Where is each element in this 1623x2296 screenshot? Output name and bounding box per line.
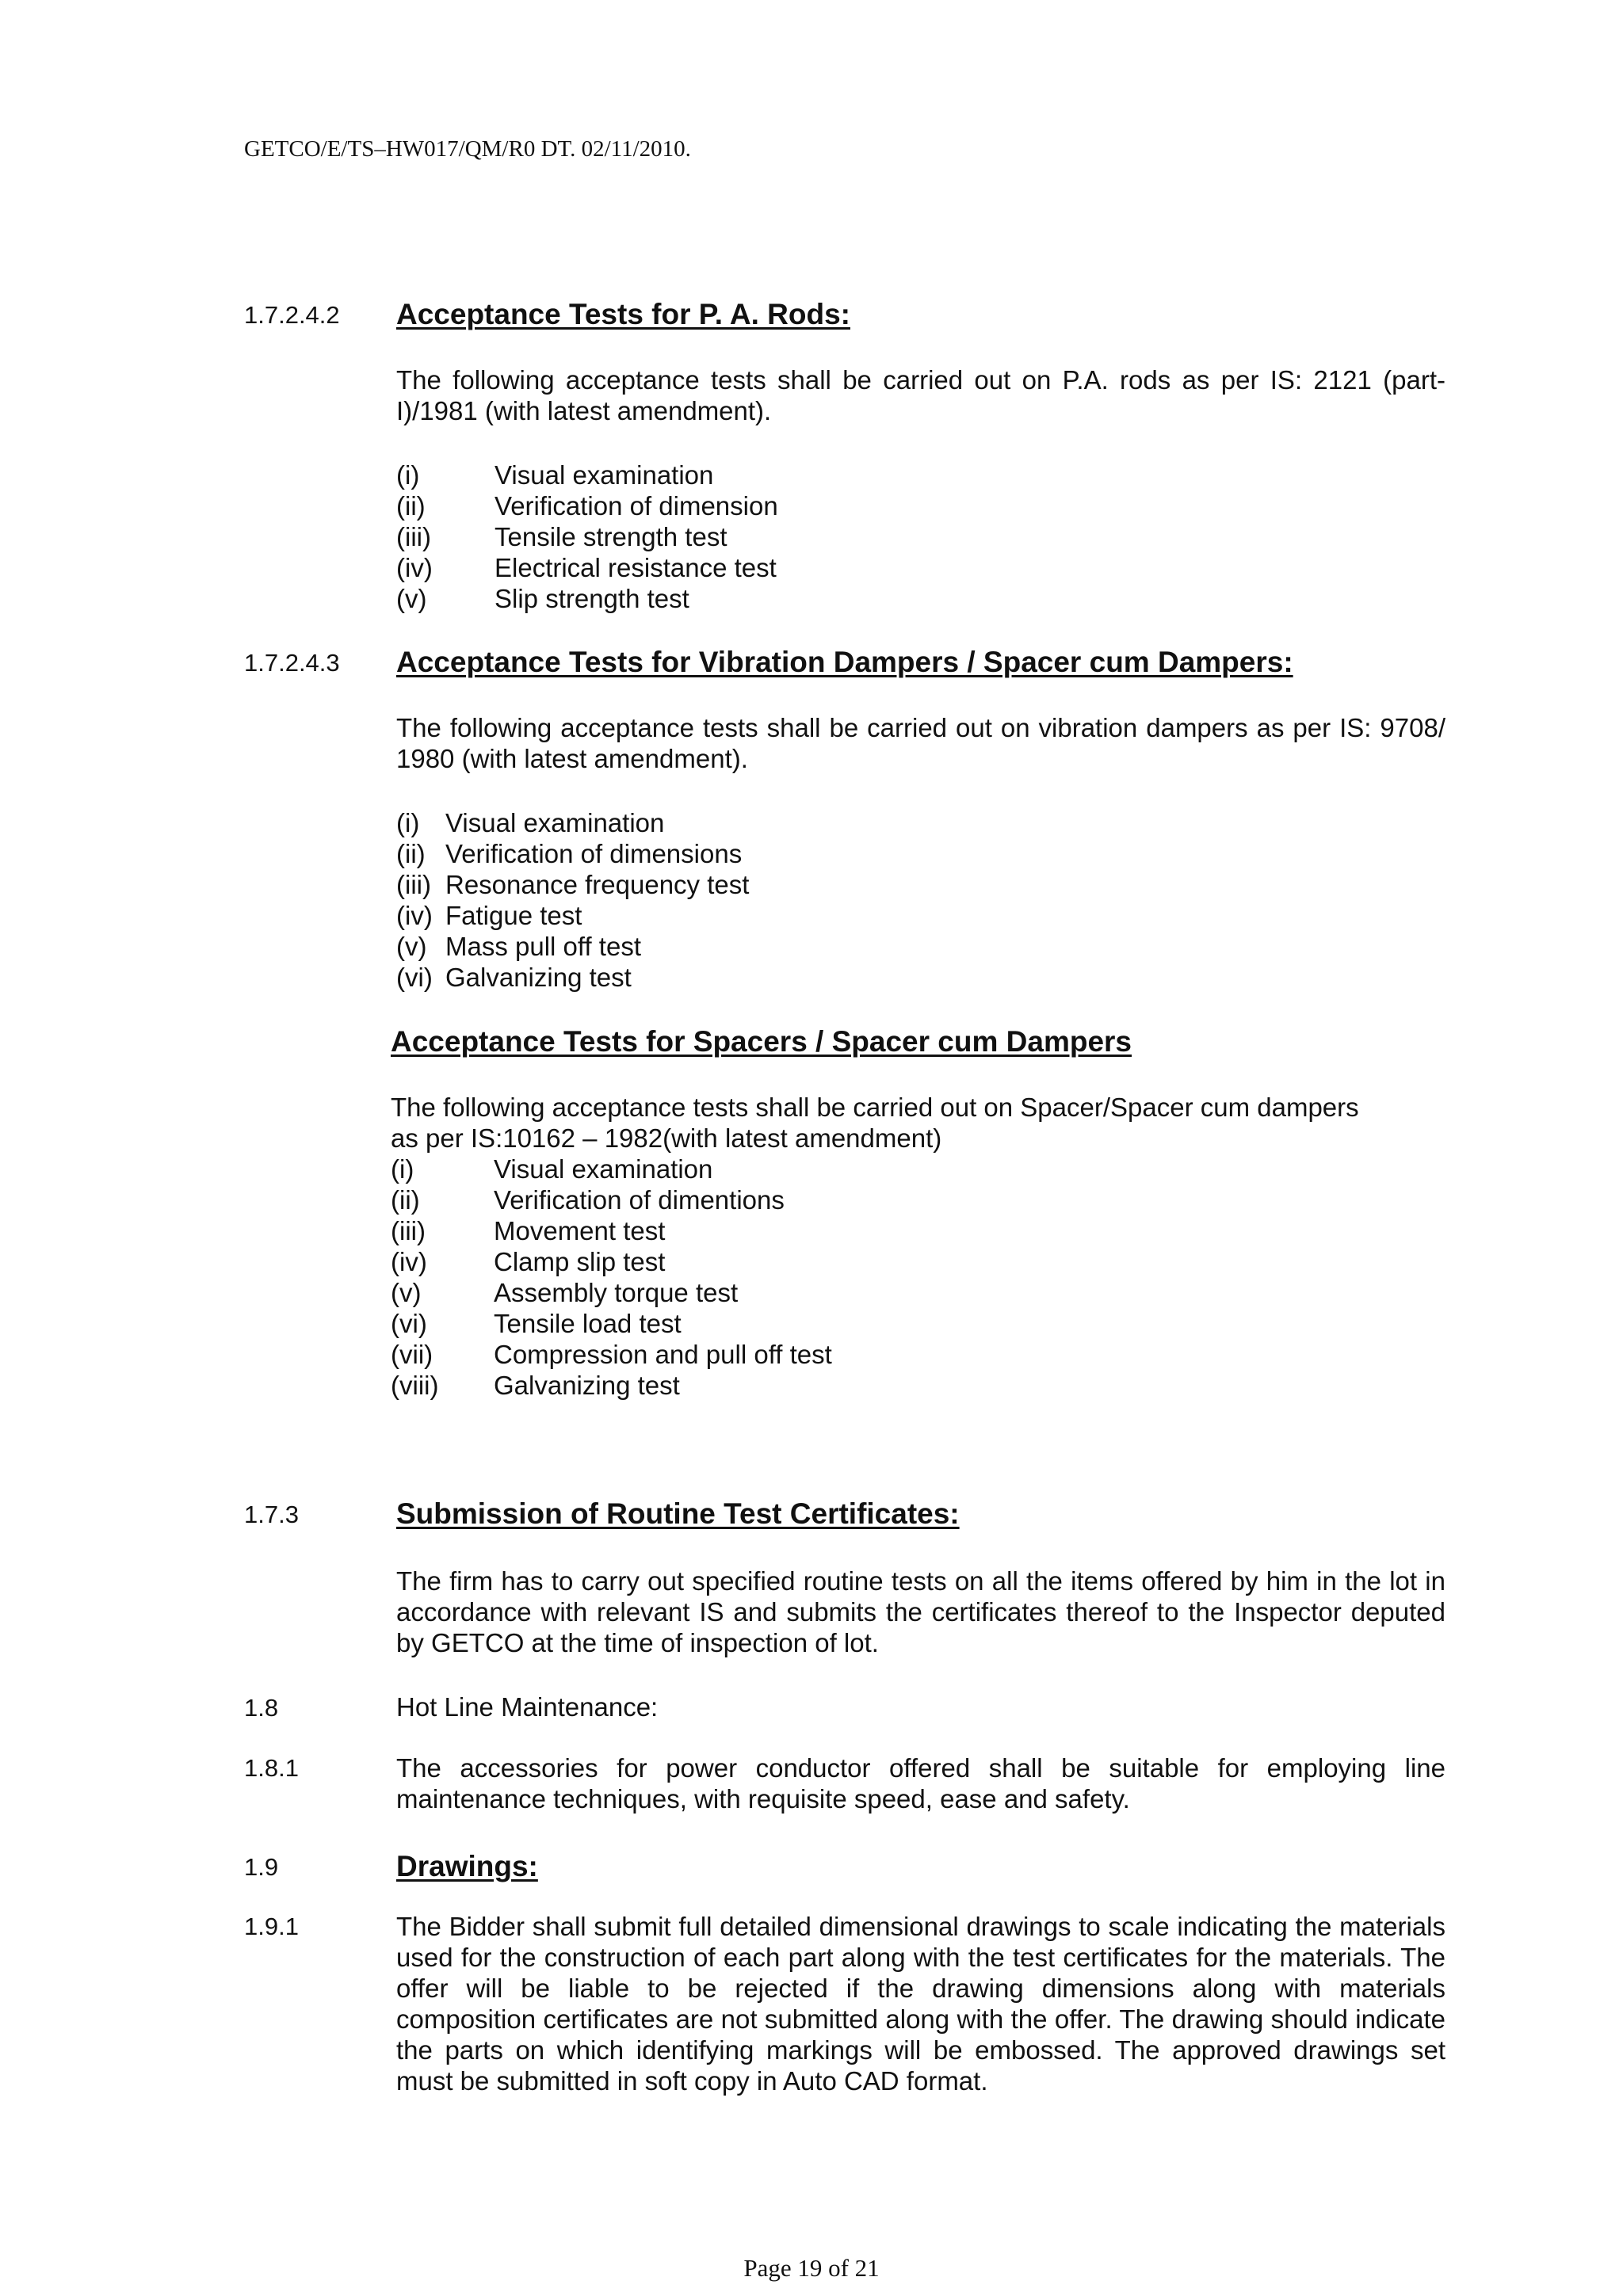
section-heading: Acceptance Tests for Vibration Dampers / Spacer cum Dampers: (396, 646, 1293, 678)
section-number: 1.7.2.4.3 (244, 649, 340, 677)
section-heading: Drawings: (396, 1850, 538, 1882)
section-number: 1.8.1 (244, 1754, 299, 1782)
list-item: (i) Visual examination (396, 460, 714, 490)
list-item: (i) Visual examination (391, 1154, 713, 1184)
section-body: The firm has to carry out specified routine tests on all the items offered by him in the lot in accordance with relevant IS and submits the certificates thereof to the Inspector deputed by GETCO at the time of inspection of lot. (396, 1566, 1445, 1657)
list-item: (vii) Compression and pull off test (391, 1340, 832, 1369)
section-number: 1.9 (244, 1853, 279, 1881)
vibration-damper-test-list (396, 807, 1030, 993)
section-body: The Bidder shall submit full detailed dimensional drawings to scale indicating the materials used for the construction of each part along with the test certificates for the materials. The offer will be liable to be rejected if the drawing dimensions along with materials composition certificates are not submitted along with the offer. The drawing should indicate the parts on which identifying markings will be embossed. The approved drawings set must be submitted in soft copy in Auto CAD format. (396, 1912, 1445, 2096)
list-item: (v) Mass pull off test (396, 932, 642, 961)
section-intro: The following acceptance tests shall be carried out on Spacer/Spacer cum dampers as per IS:10162 – 1982(with latest amendment) (391, 1093, 1359, 1153)
section-number: 1.7.2.4.2 (244, 301, 340, 329)
section-body: The accessories for power conductor offered shall be suitable for employing line maintenance techniques, with requisite speed, ease and safety. (396, 1753, 1445, 1814)
list-item: (viii) Galvanizing test (391, 1371, 680, 1400)
list-item: (iv) Clamp slip test (391, 1247, 666, 1276)
list-item: (vi) Tensile load test (391, 1309, 682, 1338)
list-item: (iii) Resonance frequency test (396, 870, 750, 899)
list-item: (ii) Verification of dimentions (391, 1185, 785, 1215)
list-item: (iii) Tensile strength test (396, 522, 727, 551)
list-item: (ii) Verification of dimension (396, 491, 778, 521)
list-item: (v) Slip strength test (396, 584, 689, 613)
section-number: 1.9.1 (244, 1913, 299, 1940)
list-item: (iii) Movement test (391, 1216, 666, 1245)
list-item: (ii) Verification of dimensions (396, 839, 743, 868)
list-item: (vi) Galvanizing test (396, 963, 632, 992)
list-item: (i) Visual examination (396, 808, 665, 837)
section-title: Hot Line Maintenance: (396, 1692, 659, 1722)
section-heading: Acceptance Tests for P. A. Rods: (396, 298, 850, 330)
page-number-footer: Page 19 of 21 (743, 2254, 880, 2282)
section-number: 1.8 (244, 1694, 279, 1722)
pa-rods-test-list (396, 460, 1030, 614)
list-item: (iv) Fatigue test (396, 901, 582, 930)
document-header: GETCO/E/TS–HW017/QM/R0 DT. 02/11/2010. (244, 136, 691, 162)
section-intro: The following acceptance tests shall be carried out on vibration dampers as per IS: 9708/ 1980 (with latest amendment). (396, 713, 1445, 773)
list-item: (iv) Electrical resistance test (396, 553, 777, 582)
section-number: 1.7.3 (244, 1501, 299, 1528)
section-heading: Acceptance Tests for Spacers / Spacer cum Dampers (391, 1025, 1132, 1058)
list-item: (v) Assembly torque test (391, 1278, 739, 1307)
spacer-test-list (391, 1154, 1025, 1401)
section-heading: Submission of Routine Test Certificates: (396, 1497, 960, 1530)
section-intro: The following acceptance tests shall be carried out on P.A. rods as per IS: 2121 (part-I)/1981 (with latest amendment). (396, 365, 1445, 425)
